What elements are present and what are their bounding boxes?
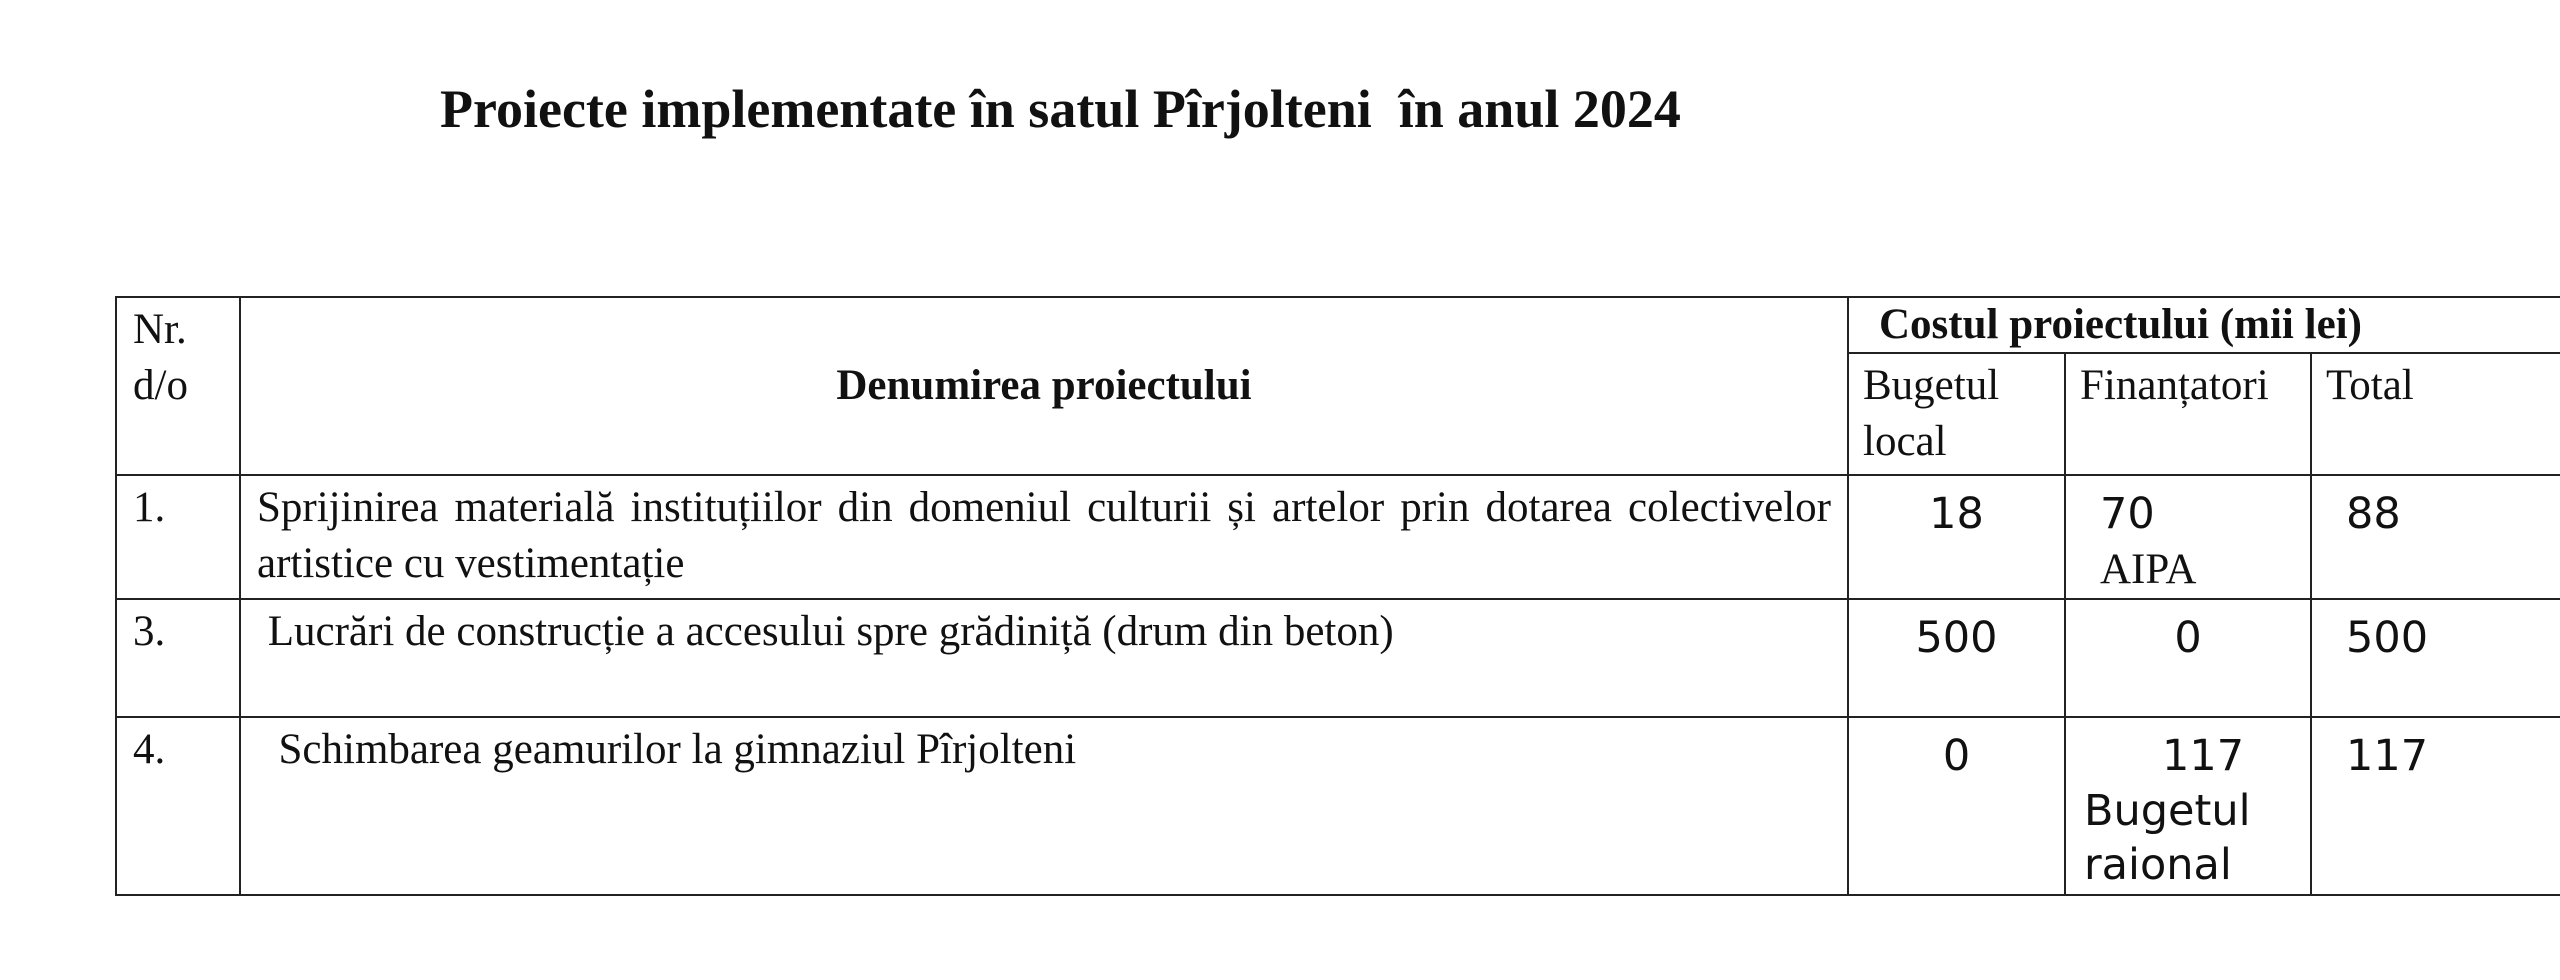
row-number: 1. bbox=[116, 475, 240, 599]
projects-table bbox=[115, 296, 2560, 896]
row-local-budget: 18 bbox=[1848, 475, 2065, 599]
header-total: Total bbox=[2311, 353, 2560, 475]
table-row bbox=[116, 717, 2560, 895]
row-funders-source: Bugetul raional bbox=[2084, 786, 2251, 890]
table-header-row bbox=[116, 297, 2560, 353]
row-total: 117 bbox=[2311, 717, 2560, 895]
row-local-budget: 500 bbox=[1848, 599, 2065, 717]
table-row bbox=[116, 475, 2560, 599]
page-title: Proiecte implementate în satul Pîrjolteni în anul 2024 bbox=[440, 79, 1681, 139]
header-project-cost: Costul proiectului (mii lei) bbox=[1848, 297, 2560, 353]
row-number: 4. bbox=[116, 717, 240, 895]
row-funders bbox=[2065, 475, 2311, 599]
row-local-budget: 0 bbox=[1848, 717, 2065, 895]
header-local-budget: Bugetul local bbox=[1848, 353, 2065, 475]
row-funders-value: 0 bbox=[2174, 613, 2202, 663]
row-project-name: Sprijinirea materială instituțiilor din domeniul culturii și artelor prin dotarea colectivelor artistice cu vestimentație bbox=[240, 475, 1848, 599]
header-project-name: Denumirea proiectului bbox=[240, 297, 1848, 475]
row-funders bbox=[2065, 717, 2311, 895]
row-total: 500 bbox=[2311, 599, 2560, 717]
row-funders-value: 117 bbox=[2162, 731, 2245, 781]
row-funders bbox=[2065, 599, 2311, 717]
row-funders-value: 70 bbox=[2100, 489, 2155, 539]
row-total: 88 bbox=[2311, 475, 2560, 599]
header-funders: Finanțatori bbox=[2065, 353, 2311, 475]
row-project-name: Schimbarea geamurilor la gimnaziul Pîrjolteni bbox=[240, 717, 1848, 895]
table-row bbox=[116, 599, 2560, 717]
row-funders-source: AIPA bbox=[2100, 546, 2197, 593]
header-nr: Nr. d/o bbox=[116, 297, 240, 475]
row-number: 3. bbox=[116, 599, 240, 717]
row-project-name: Lucrări de construcție a accesului spre grădiniță (drum din beton) bbox=[240, 599, 1848, 717]
